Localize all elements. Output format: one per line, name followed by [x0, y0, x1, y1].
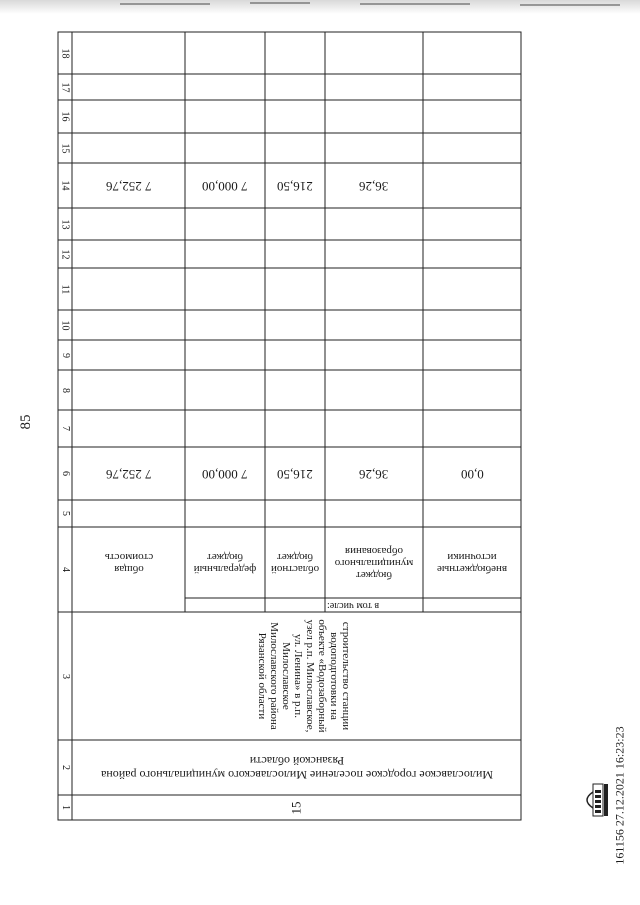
col-header-4: 4 [59, 567, 71, 572]
row-number: 15 [288, 801, 304, 814]
col-header-16: 16 [59, 111, 71, 122]
value-col6-regional: 216,50 [277, 466, 313, 482]
source-total: общая стоимость [104, 550, 153, 575]
col-header-3: 3 [59, 673, 71, 679]
source-offbudget: внебюджетные источники [436, 550, 508, 575]
value-col14-regional: 216,50 [277, 178, 313, 194]
col-header-1: 1 [59, 805, 71, 810]
col-header-6: 6 [59, 471, 71, 476]
owner-cell: Милославское городское поселение Милославского муниципального района Рязанской области [100, 753, 493, 782]
value-col14-total: 7 252,76 [105, 178, 152, 194]
col-header-11: 11 [59, 284, 71, 294]
col-header-5: 5 [59, 511, 71, 516]
value-col14-federal: 7 000,00 [202, 178, 248, 194]
value-col6-total: 7 252,76 [105, 466, 152, 482]
project-cell: строительство станции водоподготовки на объекте «Водозаборный узел р.п. Милославское, ул. Ленина» в р.п. Милославское Милославского района Рязанской области [256, 619, 352, 733]
col-header-2: 2 [59, 765, 71, 770]
registration-stamp: 161156 27.12.2021 16:23:23 [612, 725, 627, 865]
value-col14-offbudget [423, 163, 521, 208]
value-col14-municipal: 36,26 [359, 178, 389, 194]
source-municipal: бюджет муниципального образования [334, 544, 414, 581]
col-header-12: 12 [59, 249, 71, 259]
value-col6-municipal: 36,26 [359, 466, 389, 482]
duma-logo [585, 770, 621, 830]
col-header-9: 9 [59, 352, 71, 358]
source-federal: федеральный бюджет [193, 550, 257, 575]
col-header-17: 17 [59, 82, 71, 92]
value-col6-offbudget: 0,00 [460, 466, 484, 482]
in-total-label: в том числе: [326, 599, 380, 611]
col-header-13: 13 [59, 219, 71, 229]
col-header-7: 7 [59, 426, 71, 431]
source-regional: областной бюджет [270, 550, 320, 575]
col-header-10: 10 [59, 320, 71, 330]
page-number: 85 [18, 414, 34, 430]
col-header-8: 8 [59, 387, 71, 393]
col-header-18: 18 [59, 48, 71, 58]
col-header-14: 14 [59, 180, 71, 191]
value-col6-federal: 7 000,00 [202, 466, 248, 482]
col-header-15: 15 [59, 143, 71, 153]
